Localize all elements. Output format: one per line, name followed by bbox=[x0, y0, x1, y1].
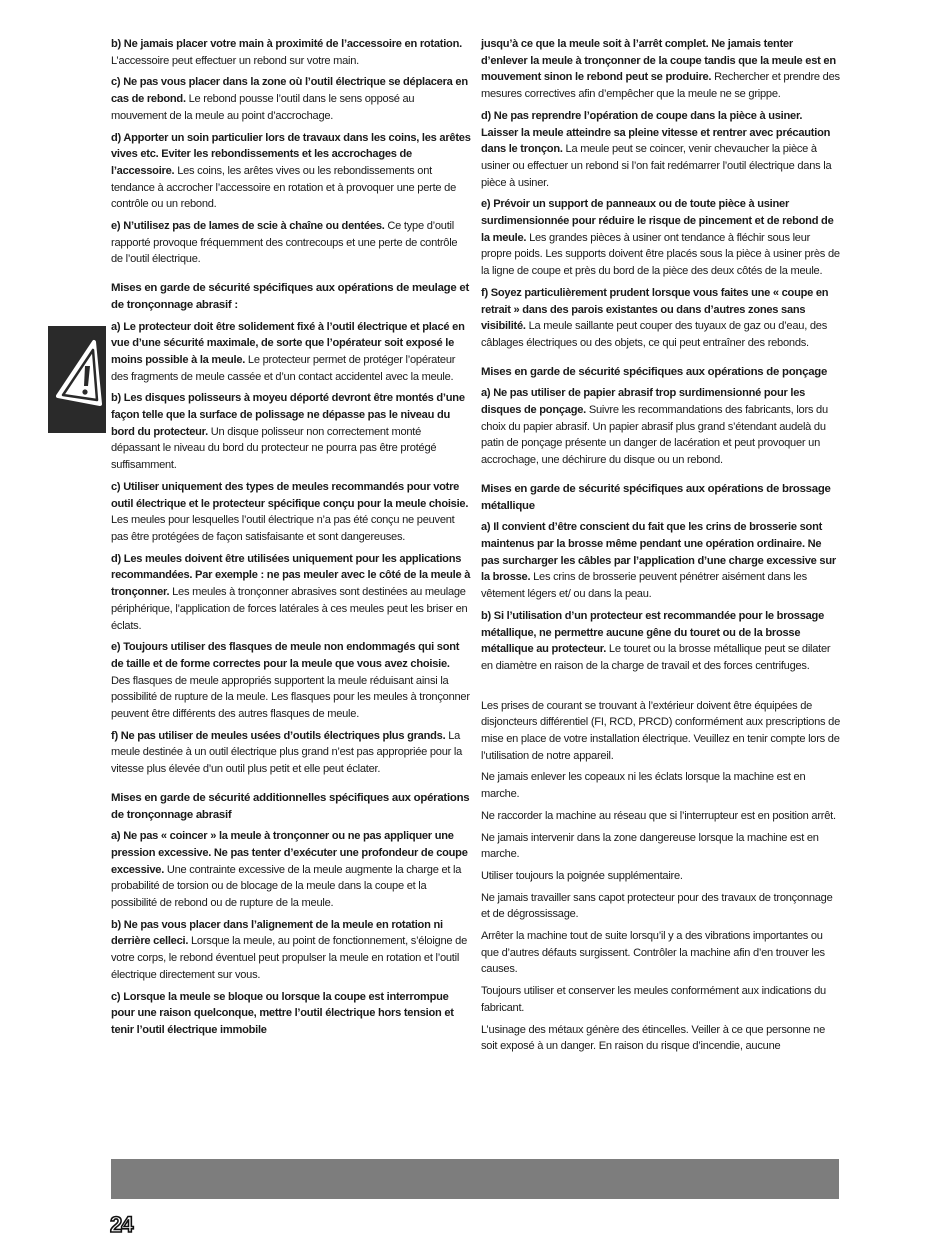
note: Utiliser toujours la poignée supplémentaire. bbox=[481, 869, 683, 882]
right-column bbox=[481, 36, 841, 1060]
paragraph bbox=[111, 74, 471, 124]
paragraph bbox=[481, 285, 841, 352]
paragraph-heading: c) Utiliser uniquement des types de meules recommandés pour votre outil électrique et le protecteur spécifique conçu pour la meule choisie. bbox=[111, 480, 469, 510]
paragraph-text: Les grandes pièces à usiner ont tendance à fléchir sous leur propre poids. Les supports doivent être placés sous la pièce à usiner près de la ligne de coupe et près du bord de la pièce des deux côtés de la meule. bbox=[481, 231, 840, 278]
paragraph-text: La meule destinée à un outil électrique plus grand n’est pas appropriée pour la vitesse plus élevée d’un outil plus petit et elle peut éclater. bbox=[111, 729, 463, 776]
paragraph-text: Suivre les recommandations des fabricants, lors du choix du papier abrasif. Un papier abrasif plus grand s’étendant audelà du patin de ponçage présente un danger de lacération et peut provoquer un accrochage, une déchirure du disque ou un rebond. bbox=[481, 404, 828, 467]
paragraph-heading: a) Ne pas « coincer » la meule à tronçonner ou ne pas appliquer une pression excessive. Ne pas tenter d’exécuter une profondeur de coupe excessive. bbox=[111, 830, 468, 876]
paragraph-text: La meule peut se coincer, venir chevaucher la pièce à usiner ou effectuer un rebond si l’on fait redémarrer l’outil électrique dans la pièce à usiner. bbox=[481, 143, 832, 189]
paragraph-text: Les coins, les arêtes vives ou les rebondissements ont tendance à accrocher l’accessoire en rotation et à provoquer une perte de contrôle ou un rebond. bbox=[111, 164, 456, 211]
spacer bbox=[481, 680, 841, 698]
note: Ne jamais intervenir dans la zone dangereuse lorsque la machine est en marche. bbox=[481, 831, 819, 861]
section-heading: Mises en garde de sécurité spécifiques aux opérations de meulage et de tronçonnage abrasif : bbox=[111, 282, 470, 311]
paragraph-heading: jusqu’à ce que la meule soit à l’arrêt complet. Ne jamais tenter d’enlever la meule à tronçonner de la coupe tandis que la meule est en mouvement sinon le rebond peut se produire. bbox=[481, 38, 836, 84]
paragraph-heading: b) Ne jamais placer votre main à proximité de l’accessoire en rotation. bbox=[111, 38, 462, 50]
paragraph bbox=[111, 130, 471, 214]
note: Ne jamais travailler sans capot protecteur pour des travaux de tronçonnage et de dégrossissage. bbox=[481, 891, 833, 921]
note: Ne raccorder la machine au réseau que si l’interrupteur est en position arrêt. bbox=[481, 809, 836, 822]
paragraph bbox=[111, 728, 471, 778]
paragraph-heading: e) Prévoir un support de panneaux ou de toute pièce à usiner surdimensionnée pour réduire le risque de pincement et de rebond de la meule. bbox=[481, 198, 834, 244]
paragraph-text: Lorsque la meule, au point de fonctionnement, s’éloigne de votre corps, le rebond éventuel peut propulser la meule en rotation et l’outil électrique directement sur vous. bbox=[111, 935, 467, 981]
paragraph bbox=[111, 989, 471, 1039]
section-heading: Mises en garde de sécurité additionnelles spécifiques aux opérations de tronçonnage abrasif bbox=[111, 791, 470, 821]
section-heading: Mises en garde de sécurité spécifiques aux opérations de ponçage bbox=[481, 365, 828, 378]
paragraph-heading: b) Ne pas vous placer dans l’alignement de la meule en rotation ni derrière celleci. bbox=[111, 918, 443, 948]
paragraph-heading: c) Ne pas vous placer dans la zone où l’outil électrique se déplacera en cas de rebond. bbox=[111, 76, 468, 106]
paragraph-text: Le rebond pousse l’outil dans le sens opposé au mouvement de la meule au point d’accrochage. bbox=[111, 93, 415, 122]
note: Ne jamais enlever les copeaux ni les éclats lorsque la machine est en marche. bbox=[481, 771, 806, 801]
paragraph-text: Le touret ou la brosse métallique peut se dilater en diamètre en raison de la charge de travail et des forces centrifuges. bbox=[481, 643, 831, 672]
paragraph-text: Un disque polisseur non correctement monté dépassant le niveau du bord du protecteur ne pourra pas être protégé suffisamment. bbox=[111, 425, 437, 472]
paragraph bbox=[481, 385, 841, 469]
paragraph-text: Rechercher et prendre des mesures correctives afin d’empêcher que la meule ne se grippe. bbox=[481, 71, 840, 101]
paragraph bbox=[111, 917, 471, 984]
paragraph-text: Des flasques de meule appropriés supportent la meule réduisant ainsi la possibilité de rupture de la meule. Les flasques pour les meules à tronçonner peuvent être différents des autres flasques de meule. bbox=[111, 674, 470, 721]
paragraph-text: Une contrainte excessive de la meule augmente la charge et la probabilité de torsion ou de blocage de la meule dans la coupe et la possibilité de rebond ou de rupture de la meule. bbox=[111, 863, 462, 910]
paragraph-heading: b) Si l’utilisation d’un protecteur est recommandée pour le brossage métallique, ne permettre aucune gêne du touret ou de la brosse métallique au protecteur. bbox=[481, 609, 824, 656]
left-column bbox=[111, 36, 471, 1044]
paragraph bbox=[111, 551, 471, 635]
note: Arrêter la machine tout de suite lorsqu’il y a des vibrations importantes ou que d’autres défauts surgissent. Contrôler la machine afin d’en trouver les causes. bbox=[481, 930, 825, 976]
paragraph-heading: d) Ne pas reprendre l’opération de coupe dans la pièce à usiner. Laisser la meule atteindre sa pleine vitesse et rentrer avec précaution dans le tronçon. bbox=[481, 109, 831, 156]
note: L’usinage des métaux génère des étincelles. Veiller à ce que personne ne soit exposé à un danger. En raison du risque d’incendie, aucune bbox=[481, 1023, 826, 1053]
paragraph bbox=[111, 390, 471, 474]
paragraph-heading: d) Apporter un soin particulier lors de travaux dans les coins, les arêtes vives etc. Eviter les rebondissements et les accrochages de l’accessoire. bbox=[111, 131, 471, 177]
paragraph bbox=[111, 218, 471, 268]
paragraph-text: Le protecteur permet de protéger l’opérateur des fragments de meule cassée et d’un contact accidentel avec la meule. bbox=[111, 353, 456, 383]
paragraph-heading: b) Les disques polisseurs à moyeu déporté devront être montés d’une façon telle que la surface de polissage ne dépasse pas le niveau du bord du protecteur. bbox=[111, 392, 465, 438]
paragraph-text: Les meules pour lesquelles l’outil électrique n’a pas été conçu ne peuvent pas être protégées de façon satisfaisante et sont dangereuses. bbox=[111, 514, 455, 543]
warning-tab bbox=[48, 326, 106, 433]
paragraph bbox=[481, 108, 841, 192]
note: Les prises de courant se trouvant à l’extérieur doivent être équipées de disjoncteurs différentiel (FI, RCD, PRCD) conformément aux prescriptions de mise en place de votre installation électrique. Veuillez en tenir compte lors de l’utilisation de notre appareil. bbox=[481, 699, 840, 762]
section-heading: Mises en garde de sécurité spécifiques aux opérations de brossage métallique bbox=[481, 482, 831, 512]
paragraph-text: L’accessoire peut effectuer un rebond sur votre main. bbox=[111, 54, 360, 67]
paragraph-heading: a) Il convient d’être conscient du fait que les crins de brosserie sont maintenus par la brosse même pendant une opération ordinaire. Ne pas surcharger les câbles par l’application d’une charge excessive sur la brosse. bbox=[481, 521, 836, 584]
paragraph-heading: f) Ne pas utiliser de meules usées d’outils électriques plus grands. bbox=[111, 729, 446, 742]
paragraph bbox=[481, 519, 841, 603]
paragraph-text: Les meules à tronçonner abrasives sont destinées au meulage périphérique, l’application de forces latérales à ces meules peut les briser en éclats. bbox=[111, 586, 468, 632]
warning-triangle-icon bbox=[48, 326, 106, 433]
paragraph bbox=[111, 36, 471, 69]
paragraph-heading: a) Ne pas utiliser de papier abrasif trop surdimensionné pour les disques de ponçage. bbox=[481, 387, 806, 417]
paragraph bbox=[111, 319, 471, 386]
paragraph-heading: e) N’utilisez pas de lames de scie à chaîne ou dentées. bbox=[111, 220, 385, 233]
paragraph-text: La meule saillante peut couper des tuyaux de gaz ou d’eau, des câblages électriques ou des objets, ce qui peut entraîner des rebonds. bbox=[481, 320, 827, 349]
paragraph bbox=[111, 479, 471, 546]
footer-bar bbox=[111, 1159, 839, 1199]
paragraph bbox=[481, 196, 841, 280]
paragraph-heading: a) Le protecteur doit être solidement fixé à l’outil électrique et placé en vue d’une sécurité maximale, de sorte que l’opérateur soit exposé le moins possible à la meule. bbox=[111, 320, 465, 366]
paragraph-text: Les crins de brosserie peuvent pénétrer aisément dans les vêtement légers et/ ou dans la peau. bbox=[481, 571, 807, 601]
paragraph bbox=[111, 828, 471, 912]
paragraph-heading: c) Lorsque la meule se bloque ou lorsque la coupe est interrompue pour une raison quelconque, mettre l’outil électrique hors tension et tenir l’outil électrique immobile bbox=[111, 990, 454, 1036]
note: Toujours utiliser et conserver les meules conformément aux indications du fabricant. bbox=[481, 985, 826, 1014]
paragraph bbox=[481, 608, 841, 675]
paragraph-heading: f) Soyez particulièrement prudent lorsque vous faites une « coupe en retrait » dans des parois existantes ou dans d’autres zones sans visibilité. bbox=[481, 286, 829, 333]
paragraph-heading: e) Toujours utiliser des flasques de meule non endommagés qui sont de taille et de forme correctes pour la meule que vous avez choisie. bbox=[111, 641, 460, 670]
paragraph-text: Ce type d’outil rapporté provoque fréquemment des contrecoups et une perte de contrôle de l’outil électrique. bbox=[111, 220, 458, 266]
paragraph bbox=[481, 36, 841, 103]
paragraph-heading: d) Les meules doivent être utilisées uniquement pour les applications recommandées. Par exemple : ne pas meuler avec le côté de la meule à tronçonner. bbox=[111, 552, 471, 599]
paragraph bbox=[111, 639, 471, 723]
page-number: 24 bbox=[110, 1212, 133, 1237]
